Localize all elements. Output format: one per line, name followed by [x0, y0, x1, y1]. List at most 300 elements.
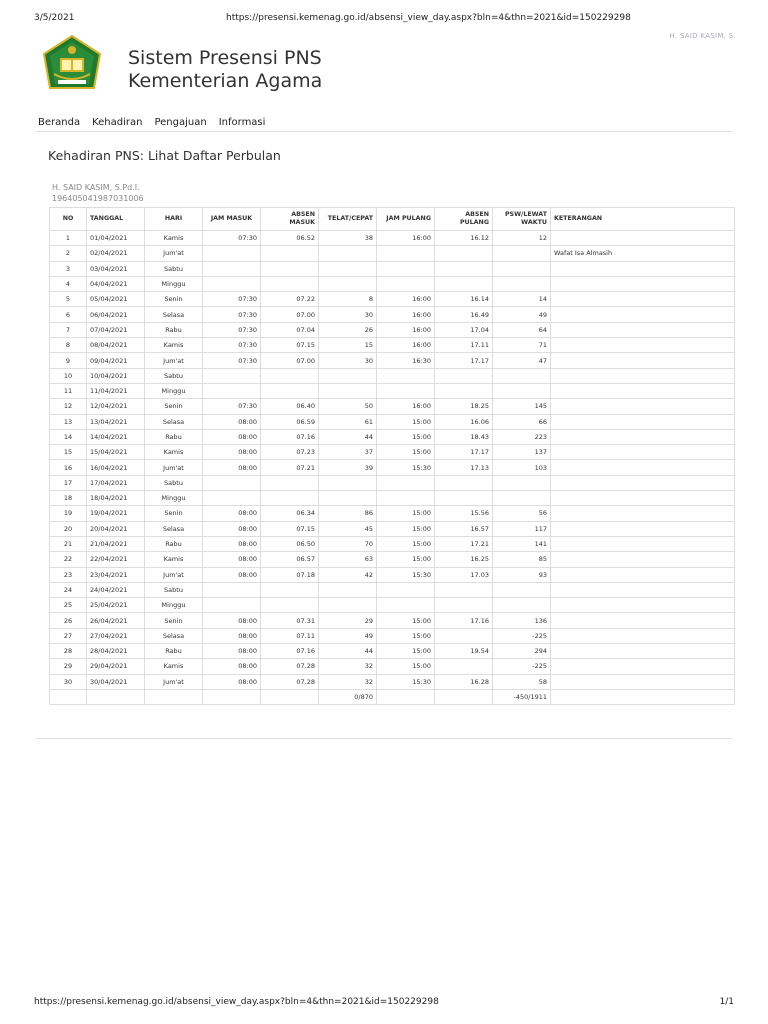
cell-telat-cepat	[319, 261, 377, 276]
cell-tanggal: 12/04/2021	[87, 399, 145, 414]
cell-jam-pulang: 15:00	[377, 536, 435, 551]
attendance-table	[49, 207, 735, 705]
main-nav	[38, 117, 265, 128]
cell-no	[50, 689, 87, 704]
cell-tanggal: 04/04/2021	[87, 276, 145, 291]
cell-absen-pulang: 17.13	[435, 460, 493, 475]
cell-telat-cepat: 8	[319, 292, 377, 307]
cell-keterangan	[551, 322, 735, 337]
cell-jam-pulang	[377, 246, 435, 261]
cell-psw-lewat: 12	[493, 231, 551, 246]
cell-tanggal: 19/04/2021	[87, 506, 145, 521]
cell-keterangan	[551, 353, 735, 368]
cell-absen-pulang: 16.49	[435, 307, 493, 322]
cell-tanggal: 08/04/2021	[87, 338, 145, 353]
cell-absen-pulang: 16.25	[435, 552, 493, 567]
table-row	[50, 307, 735, 322]
cell-jam-masuk: 08:00	[203, 552, 261, 567]
table-row	[50, 399, 735, 414]
cell-jam-masuk: 08:00	[203, 445, 261, 460]
cell-telat-cepat: 15	[319, 338, 377, 353]
cell-telat-cepat: 50	[319, 399, 377, 414]
col-tanggal: TANGGAL	[87, 208, 145, 231]
cell-jam-masuk: 08:00	[203, 659, 261, 674]
cell-absen-pulang	[435, 383, 493, 398]
cell-keterangan	[551, 429, 735, 444]
cell-jam-pulang: 15:00	[377, 644, 435, 659]
cell-jam-pulang: 15:00	[377, 521, 435, 536]
cell-jam-masuk: 07:30	[203, 399, 261, 414]
cell-psw-lewat: 49	[493, 307, 551, 322]
cell-jam-masuk: 08:00	[203, 429, 261, 444]
cell-psw-lewat: -225	[493, 659, 551, 674]
cell-keterangan	[551, 414, 735, 429]
cell-keterangan	[551, 689, 735, 704]
cell-absen-pulang: 15.56	[435, 506, 493, 521]
cell-tanggal: 27/04/2021	[87, 628, 145, 643]
cell-jam-pulang: 15:00	[377, 414, 435, 429]
cell-keterangan	[551, 338, 735, 353]
cell-hari: Selasa	[145, 307, 203, 322]
cell-absen-masuk: 07.31	[261, 613, 319, 628]
cell-absen-pulang	[435, 491, 493, 506]
cell-hari: Minggu	[145, 598, 203, 613]
cell-jam-masuk: 08:00	[203, 506, 261, 521]
cell-tanggal: 30/04/2021	[87, 674, 145, 689]
cell-hari: Senin	[145, 399, 203, 414]
cell-hari: Rabu	[145, 644, 203, 659]
cell-absen-pulang: 17.04	[435, 322, 493, 337]
cell-absen-masuk: 07.28	[261, 674, 319, 689]
cell-absen-pulang: 16.12	[435, 231, 493, 246]
cell-psw-lewat: 71	[493, 338, 551, 353]
cell-absen-masuk: 06.40	[261, 399, 319, 414]
cell-psw-lewat: 103	[493, 460, 551, 475]
cell-hari: Minggu	[145, 383, 203, 398]
nav-pengajuan[interactable]: Pengajuan	[154, 117, 207, 128]
table-row	[50, 338, 735, 353]
cell-jam-masuk: 08:00	[203, 536, 261, 551]
cell-absen-masuk: 07.18	[261, 567, 319, 582]
cell-telat-cepat: 45	[319, 521, 377, 536]
cell-psw-lewat	[493, 246, 551, 261]
cell-no: 11	[50, 383, 87, 398]
cell-jam-pulang: 15:00	[377, 429, 435, 444]
table-row	[50, 368, 735, 383]
table-row	[50, 322, 735, 337]
cell-jam-masuk: 07:30	[203, 353, 261, 368]
cell-absen-masuk	[261, 582, 319, 597]
cell-no: 24	[50, 582, 87, 597]
cell-absen-pulang: 17.16	[435, 613, 493, 628]
cell-psw-lewat: 64	[493, 322, 551, 337]
cell-absen-pulang	[435, 475, 493, 490]
cell-jam-pulang	[377, 276, 435, 291]
table-row	[50, 521, 735, 536]
cell-no: 4	[50, 276, 87, 291]
cell-jam-masuk: 07:30	[203, 322, 261, 337]
table-row	[50, 659, 735, 674]
cell-absen-pulang	[435, 659, 493, 674]
table-row	[50, 628, 735, 643]
cell-no: 8	[50, 338, 87, 353]
cell-no: 18	[50, 491, 87, 506]
cell-absen-masuk: 07.16	[261, 644, 319, 659]
cell-absen-masuk	[261, 368, 319, 383]
cell-tanggal: 13/04/2021	[87, 414, 145, 429]
nav-kehadiran[interactable]: Kehadiran	[92, 117, 143, 128]
cell-absen-masuk: 07.23	[261, 445, 319, 460]
cell-hari: Sabtu	[145, 368, 203, 383]
nav-informasi[interactable]: Informasi	[218, 117, 266, 128]
cell-absen-pulang: 17.03	[435, 567, 493, 582]
cell-absen-pulang: 18.25	[435, 399, 493, 414]
cell-jam-masuk: 07:30	[203, 307, 261, 322]
table-row	[50, 582, 735, 597]
cell-no: 29	[50, 659, 87, 674]
cell-keterangan	[551, 598, 735, 613]
table-row	[50, 491, 735, 506]
cell-telat-cepat: 61	[319, 414, 377, 429]
cell-tanggal: 11/04/2021	[87, 383, 145, 398]
cell-telat-cepat: 38	[319, 231, 377, 246]
cell-telat-cepat: 44	[319, 429, 377, 444]
cell-absen-masuk	[261, 475, 319, 490]
cell-absen-masuk: 06.52	[261, 231, 319, 246]
cell-absen-masuk: 06.57	[261, 552, 319, 567]
cell-psw-lewat	[493, 261, 551, 276]
cell-jam-pulang: 15:00	[377, 628, 435, 643]
cell-psw-lewat: 136	[493, 613, 551, 628]
cell-absen-masuk	[261, 598, 319, 613]
cell-tanggal: 06/04/2021	[87, 307, 145, 322]
cell-hari: Jum'at	[145, 567, 203, 582]
cell-keterangan	[551, 521, 735, 536]
cell-jam-masuk: 08:00	[203, 567, 261, 582]
table-total-row	[50, 689, 735, 704]
cell-psw-lewat: 47	[493, 353, 551, 368]
col-jam-pulang: JAM PULANG	[377, 208, 435, 231]
cell-hari: Rabu	[145, 429, 203, 444]
cell-tanggal: 25/04/2021	[87, 598, 145, 613]
table-row	[50, 231, 735, 246]
cell-jam-masuk	[203, 475, 261, 490]
col-no: NO	[50, 208, 87, 231]
col-hari: HARI	[145, 208, 203, 231]
cell-tanggal: 21/04/2021	[87, 536, 145, 551]
cell-hari: Sabtu	[145, 261, 203, 276]
cell-no: 5	[50, 292, 87, 307]
cell-telat-cepat: 42	[319, 567, 377, 582]
cell-no: 1	[50, 231, 87, 246]
cell-hari: Senin	[145, 292, 203, 307]
cell-absen-masuk	[261, 689, 319, 704]
cell-tanggal: 29/04/2021	[87, 659, 145, 674]
cell-hari: Selasa	[145, 521, 203, 536]
cell-no: 19	[50, 506, 87, 521]
table-row	[50, 246, 735, 261]
cell-jam-pulang: 15:00	[377, 552, 435, 567]
cell-keterangan	[551, 644, 735, 659]
cell-keterangan	[551, 613, 735, 628]
cell-telat-cepat	[319, 475, 377, 490]
cell-jam-masuk: 08:00	[203, 414, 261, 429]
cell-psw-lewat	[493, 368, 551, 383]
cell-absen-masuk	[261, 383, 319, 398]
cell-jam-pulang	[377, 582, 435, 597]
cell-psw-lewat: 117	[493, 521, 551, 536]
cell-absen-masuk: 07.15	[261, 521, 319, 536]
cell-psw-lewat: 66	[493, 414, 551, 429]
cell-absen-masuk: 07.28	[261, 659, 319, 674]
cell-no: 23	[50, 567, 87, 582]
table-row	[50, 460, 735, 475]
cell-psw-lewat	[493, 491, 551, 506]
cell-keterangan	[551, 292, 735, 307]
cell-absen-masuk: 06.50	[261, 536, 319, 551]
table-row	[50, 506, 735, 521]
cell-tanggal: 07/04/2021	[87, 322, 145, 337]
cell-psw-lewat	[493, 276, 551, 291]
nav-divider	[36, 131, 732, 132]
cell-no: 2	[50, 246, 87, 261]
table-row	[50, 567, 735, 582]
cell-tanggal: 26/04/2021	[87, 613, 145, 628]
table-row	[50, 445, 735, 460]
cell-keterangan	[551, 536, 735, 551]
cell-no: 6	[50, 307, 87, 322]
cell-jam-pulang	[377, 491, 435, 506]
cell-keterangan	[551, 445, 735, 460]
cell-telat-cepat: 26	[319, 322, 377, 337]
cell-jam-masuk	[203, 383, 261, 398]
cell-jam-pulang: 15:00	[377, 445, 435, 460]
cell-tanggal: 03/04/2021	[87, 261, 145, 276]
cell-jam-masuk	[203, 261, 261, 276]
cell-hari: Kamis	[145, 659, 203, 674]
cell-hari: Minggu	[145, 276, 203, 291]
cell-absen-masuk: 06.59	[261, 414, 319, 429]
print-footer-url: https://presensi.kemenag.go.id/absensi_view_day.aspx?bln=4&thn=2021&id=150229298	[34, 997, 439, 1007]
cell-keterangan	[551, 491, 735, 506]
cell-hari: Minggu	[145, 491, 203, 506]
table-row	[50, 383, 735, 398]
cell-telat-cepat	[319, 491, 377, 506]
cell-hari: Senin	[145, 506, 203, 521]
cell-telat-cepat: 30	[319, 353, 377, 368]
cell-keterangan	[551, 460, 735, 475]
cell-jam-masuk	[203, 368, 261, 383]
cell-jam-masuk: 08:00	[203, 644, 261, 659]
cell-psw-lewat: 223	[493, 429, 551, 444]
cell-psw-lewat: 93	[493, 567, 551, 582]
cell-tanggal: 02/04/2021	[87, 246, 145, 261]
cell-hari: Jum'at	[145, 353, 203, 368]
cell-tanggal: 05/04/2021	[87, 292, 145, 307]
cell-telat-cepat	[319, 368, 377, 383]
cell-jam-masuk	[203, 246, 261, 261]
cell-absen-pulang	[435, 276, 493, 291]
cell-keterangan	[551, 552, 735, 567]
cell-keterangan	[551, 628, 735, 643]
cell-hari	[145, 689, 203, 704]
cell-no: 10	[50, 368, 87, 383]
cell-absen-pulang: 18.43	[435, 429, 493, 444]
cell-absen-pulang	[435, 582, 493, 597]
cell-telat-cepat	[319, 582, 377, 597]
cell-jam-pulang	[377, 598, 435, 613]
col-telat-cepat: TELAT/CEPAT	[319, 208, 377, 231]
cell-psw-lewat	[493, 582, 551, 597]
col-absen-masuk: ABSEN MASUK	[261, 208, 319, 231]
cell-jam-pulang: 16:30	[377, 353, 435, 368]
employee-nip: 196405041987031006	[52, 194, 144, 203]
cell-keterangan	[551, 475, 735, 490]
cell-keterangan	[551, 368, 735, 383]
cell-tanggal: 18/04/2021	[87, 491, 145, 506]
cell-absen-masuk: 06.34	[261, 506, 319, 521]
cell-absen-pulang: 17.17	[435, 445, 493, 460]
cell-jam-pulang: 16:00	[377, 307, 435, 322]
cell-no: 14	[50, 429, 87, 444]
cell-telat-cepat: 70	[319, 536, 377, 551]
cell-no: 28	[50, 644, 87, 659]
table-row	[50, 536, 735, 551]
nav-beranda[interactable]: Beranda	[38, 117, 81, 128]
cell-absen-pulang: 17.21	[435, 536, 493, 551]
cell-telat-cepat: 32	[319, 674, 377, 689]
cell-psw-lewat: 58	[493, 674, 551, 689]
app-title-line2: Kementerian Agama	[128, 70, 323, 92]
cell-jam-pulang	[377, 261, 435, 276]
table-row	[50, 552, 735, 567]
cell-no: 12	[50, 399, 87, 414]
col-absen-pulang: ABSEN PULANG	[435, 208, 493, 231]
cell-hari: Jum'at	[145, 674, 203, 689]
cell-keterangan	[551, 261, 735, 276]
cell-telat-cepat: 0/870	[319, 689, 377, 704]
cell-hari: Rabu	[145, 322, 203, 337]
cell-no: 15	[50, 445, 87, 460]
cell-telat-cepat: 29	[319, 613, 377, 628]
cell-tanggal: 14/04/2021	[87, 429, 145, 444]
cell-absen-pulang	[435, 246, 493, 261]
table-row	[50, 475, 735, 490]
cell-jam-masuk	[203, 582, 261, 597]
cell-absen-masuk: 07.15	[261, 338, 319, 353]
cell-absen-pulang: 16.14	[435, 292, 493, 307]
cell-absen-pulang: 16.57	[435, 521, 493, 536]
cell-psw-lewat: 294	[493, 644, 551, 659]
cell-no: 17	[50, 475, 87, 490]
cell-telat-cepat	[319, 383, 377, 398]
cell-tanggal: 15/04/2021	[87, 445, 145, 460]
cell-absen-pulang	[435, 598, 493, 613]
cell-jam-masuk	[203, 491, 261, 506]
cell-no: 16	[50, 460, 87, 475]
print-page-number: 1/1	[719, 997, 734, 1007]
cell-hari: Sabtu	[145, 582, 203, 597]
cell-jam-pulang: 15:30	[377, 674, 435, 689]
cell-hari: Jum'at	[145, 460, 203, 475]
cell-hari: Kamis	[145, 552, 203, 567]
cell-tanggal: 17/04/2021	[87, 475, 145, 490]
cell-psw-lewat: 137	[493, 445, 551, 460]
cell-jam-pulang: 16:00	[377, 399, 435, 414]
cell-jam-pulang	[377, 368, 435, 383]
cell-hari: Jum'at	[145, 246, 203, 261]
cell-telat-cepat: 30	[319, 307, 377, 322]
cell-telat-cepat: 39	[319, 460, 377, 475]
cell-no: 26	[50, 613, 87, 628]
content-divider	[36, 738, 732, 739]
cell-hari: Selasa	[145, 414, 203, 429]
cell-psw-lewat: 145	[493, 399, 551, 414]
cell-jam-pulang	[377, 475, 435, 490]
cell-absen-masuk: 07.11	[261, 628, 319, 643]
table-row	[50, 414, 735, 429]
col-jam-masuk: JAM MASUK	[203, 208, 261, 231]
cell-tanggal: 09/04/2021	[87, 353, 145, 368]
cell-keterangan	[551, 582, 735, 597]
print-date: 3/5/2021	[34, 13, 75, 23]
table-row	[50, 292, 735, 307]
table-row	[50, 674, 735, 689]
cell-tanggal: 23/04/2021	[87, 567, 145, 582]
cell-hari: Kamis	[145, 445, 203, 460]
cell-hari: Selasa	[145, 628, 203, 643]
cell-absen-pulang: 19.54	[435, 644, 493, 659]
page-title: Kehadiran PNS: Lihat Daftar Perbulan	[48, 148, 281, 163]
cell-psw-lewat: -225	[493, 628, 551, 643]
app-title-line1: Sistem Presensi PNS	[128, 47, 322, 69]
cell-jam-masuk	[203, 689, 261, 704]
cell-jam-masuk: 07:30	[203, 231, 261, 246]
cell-no: 30	[50, 674, 87, 689]
cell-jam-pulang	[377, 383, 435, 398]
cell-absen-pulang: 17.17	[435, 353, 493, 368]
cell-jam-pulang: 16:00	[377, 338, 435, 353]
cell-absen-masuk: 07.16	[261, 429, 319, 444]
cell-no: 20	[50, 521, 87, 536]
table-row	[50, 276, 735, 291]
cell-tanggal: 28/04/2021	[87, 644, 145, 659]
cell-absen-pulang: 17.11	[435, 338, 493, 353]
logged-in-user[interactable]: H. SAID KASIM, S.	[669, 32, 736, 40]
cell-no: 9	[50, 353, 87, 368]
cell-no: 13	[50, 414, 87, 429]
cell-telat-cepat: 44	[319, 644, 377, 659]
cell-tanggal	[87, 689, 145, 704]
print-url: https://presensi.kemenag.go.id/absensi_view_day.aspx?bln=4&thn=2021&id=150229298	[226, 13, 631, 23]
kemenag-logo-icon	[40, 34, 104, 96]
cell-jam-masuk: 08:00	[203, 674, 261, 689]
cell-jam-pulang: 16:00	[377, 292, 435, 307]
cell-keterangan	[551, 276, 735, 291]
cell-absen-pulang	[435, 261, 493, 276]
cell-keterangan	[551, 399, 735, 414]
cell-keterangan	[551, 506, 735, 521]
cell-absen-masuk	[261, 261, 319, 276]
cell-absen-masuk	[261, 276, 319, 291]
employee-name: H. SAID KASIM, S.Pd.I.	[52, 183, 140, 192]
cell-jam-masuk	[203, 598, 261, 613]
cell-no: 3	[50, 261, 87, 276]
cell-jam-pulang: 15:30	[377, 460, 435, 475]
cell-hari: Rabu	[145, 536, 203, 551]
cell-psw-lewat	[493, 383, 551, 398]
cell-no: 22	[50, 552, 87, 567]
